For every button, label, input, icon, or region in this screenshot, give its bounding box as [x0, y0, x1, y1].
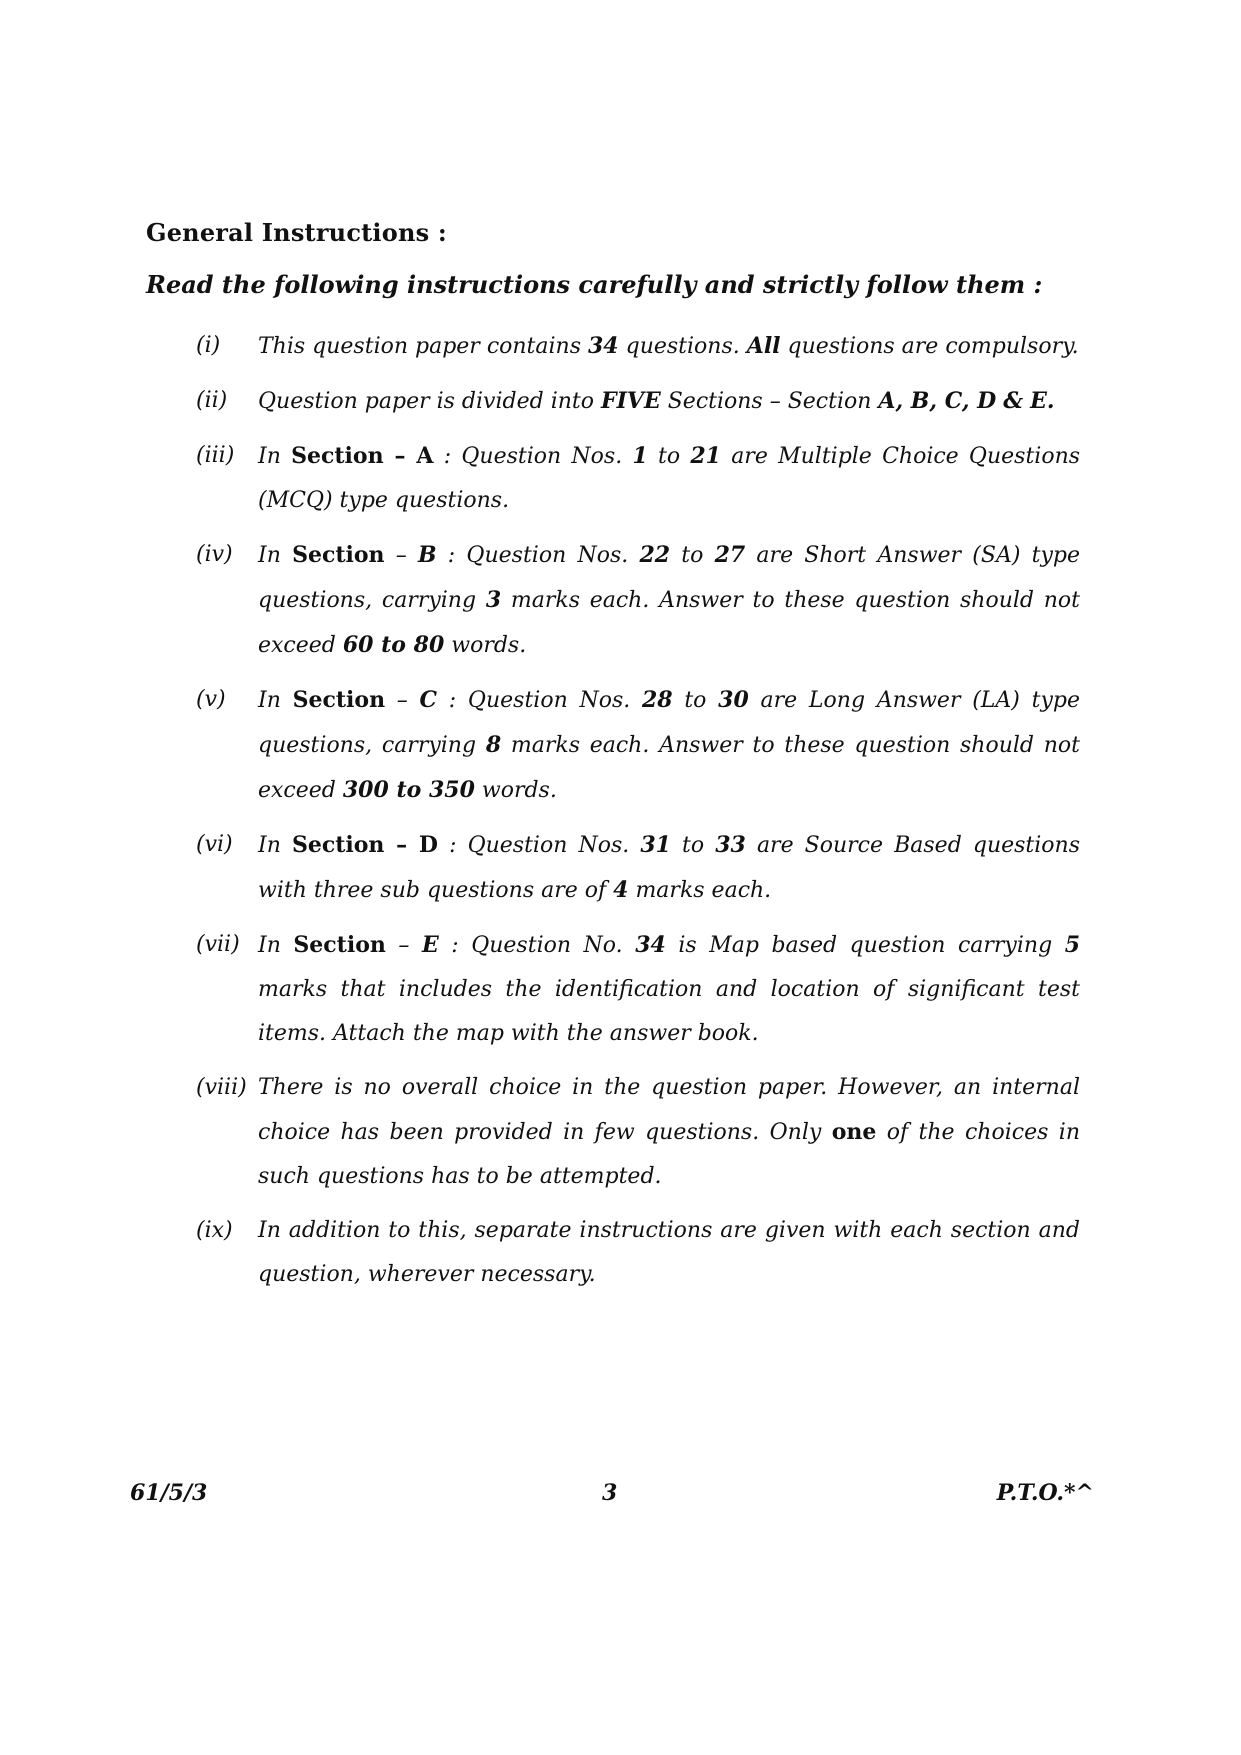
emphasis-text: 28	[641, 687, 673, 713]
instruction-number: (iii)	[196, 443, 235, 468]
text-run: Sections – Section	[660, 389, 879, 414]
instruction-item	[196, 324, 1080, 369]
instruction-text	[258, 923, 1080, 1056]
page-number: 3	[602, 1480, 618, 1506]
emphasis-text: 8	[485, 732, 502, 758]
emphasis-text: 60 to 80	[342, 632, 445, 658]
text-run: In addition to this, separate instructions are given with each section and question, wherever necessary.	[258, 1218, 1080, 1287]
text-run: words.	[444, 633, 527, 658]
paper-code: 61/5/3	[130, 1480, 208, 1506]
emphasis-text: 21	[690, 443, 721, 469]
text-run: –	[384, 543, 418, 568]
instruction-number: (vii)	[196, 932, 240, 957]
instruction-item	[196, 434, 1080, 523]
text-run: to	[672, 688, 719, 713]
text-run: Question paper is divided into	[258, 389, 601, 414]
emphasis-text: All	[746, 333, 781, 359]
text-run: questions are compulsory.	[780, 334, 1079, 359]
text-run: of the choices in such questions has to be attempted.	[258, 1120, 1080, 1189]
instruction-number: (viii)	[196, 1075, 247, 1100]
emphasis-text: 30	[718, 687, 749, 713]
text-run: marks each.	[628, 878, 772, 903]
instruction-text	[258, 533, 1080, 668]
instruction-text	[258, 1209, 1080, 1297]
text-run: : Question Nos.	[437, 688, 642, 713]
emphasis-text: 27	[714, 542, 746, 568]
text-run: are Long Answer (LA) type questions, carrying	[258, 688, 1080, 758]
emphasis-text: Section – D	[291, 832, 438, 858]
emphasis-text: Section	[293, 932, 386, 958]
text-run: marks that includes the identification and location of significant test items. Attach the map with the answer book.	[258, 977, 1080, 1046]
emphasis-text: Section – A	[291, 443, 434, 469]
emphasis-text: 31	[640, 832, 671, 858]
instruction-number: (v)	[196, 687, 226, 712]
text-run: are Multiple Choice Questions (MCQ) type questions.	[258, 444, 1081, 513]
instruction-list	[196, 324, 1080, 1307]
emphasis-text: 3	[485, 587, 502, 613]
text-run: is Map based question carrying	[665, 933, 1065, 958]
instruction-number: (ix)	[196, 1218, 233, 1243]
instruction-item	[196, 1066, 1080, 1199]
text-run: In	[258, 444, 292, 469]
text-run: to	[670, 543, 715, 568]
emphasis-text: Section	[292, 687, 386, 713]
instruction-item	[196, 379, 1080, 424]
instructions-subheading: Read the following instructions carefully and strictly follow them :	[146, 270, 1043, 299]
text-run: words.	[474, 778, 557, 803]
text-run: : Question No.	[438, 933, 636, 958]
text-run: There is no overall choice in the question paper. However, an internal choice has been provided in few questions. Only	[258, 1075, 1080, 1145]
instruction-text	[258, 434, 1080, 523]
instruction-text	[258, 823, 1080, 913]
emphasis-text: 34	[635, 932, 666, 958]
emphasis-text: Section	[292, 542, 385, 568]
emphasis-text: one	[831, 1119, 877, 1145]
emphasis-text: E	[421, 932, 439, 958]
text-run: In	[258, 933, 294, 958]
text-run: –	[385, 688, 420, 713]
text-run: to	[647, 444, 691, 469]
instruction-number: (ii)	[196, 388, 228, 413]
text-run: This question paper contains	[258, 334, 588, 359]
text-run: to	[670, 833, 716, 858]
instruction-number: (iv)	[196, 542, 233, 567]
text-run: questions.	[618, 334, 747, 359]
instruction-number: (vi)	[196, 832, 233, 857]
emphasis-text: 22	[639, 542, 671, 568]
instruction-item	[196, 533, 1080, 668]
emphasis-text: C	[419, 687, 438, 713]
text-run: : Question Nos.	[433, 444, 633, 469]
please-turn-over: P.T.O.*^	[996, 1480, 1094, 1506]
emphasis-text: 4	[613, 877, 629, 903]
emphasis-text: 5	[1064, 932, 1080, 958]
emphasis-text: FIVE	[600, 388, 661, 414]
instruction-text	[258, 324, 1080, 369]
emphasis-text: 33	[715, 832, 746, 858]
instruction-item	[196, 678, 1080, 813]
instruction-item	[196, 823, 1080, 913]
text-run: marks each. Answer to these question should not exceed	[258, 733, 1081, 803]
text-run: marks each. Answer to these question should not exceed	[258, 588, 1081, 658]
emphasis-text: 1	[632, 443, 648, 469]
text-run: are Short Answer (SA) type questions, carrying	[258, 543, 1080, 613]
page-heading: General Instructions :	[146, 218, 447, 247]
emphasis-text: B	[417, 542, 437, 568]
emphasis-text: 34	[588, 333, 619, 359]
instruction-text	[258, 379, 1080, 424]
emphasis-text: E.	[1030, 388, 1055, 414]
instruction-number: (i)	[196, 333, 221, 358]
emphasis-text: A, B, C, D	[878, 388, 997, 414]
text-run: In	[258, 543, 293, 568]
instruction-item	[196, 1209, 1080, 1297]
instruction-item	[196, 923, 1080, 1056]
emphasis-text: 300 to 350	[342, 777, 475, 803]
text-run: : Question Nos.	[438, 833, 641, 858]
instruction-text	[258, 1066, 1080, 1199]
text-run: are Source Based questions with three sub questions are of	[258, 833, 1081, 903]
emphasis-text: &	[1003, 388, 1024, 414]
text-run: In	[258, 688, 293, 713]
text-run: : Question Nos.	[436, 543, 640, 568]
text-run: –	[385, 933, 422, 958]
instruction-text	[258, 678, 1080, 813]
text-run: In	[258, 833, 292, 858]
